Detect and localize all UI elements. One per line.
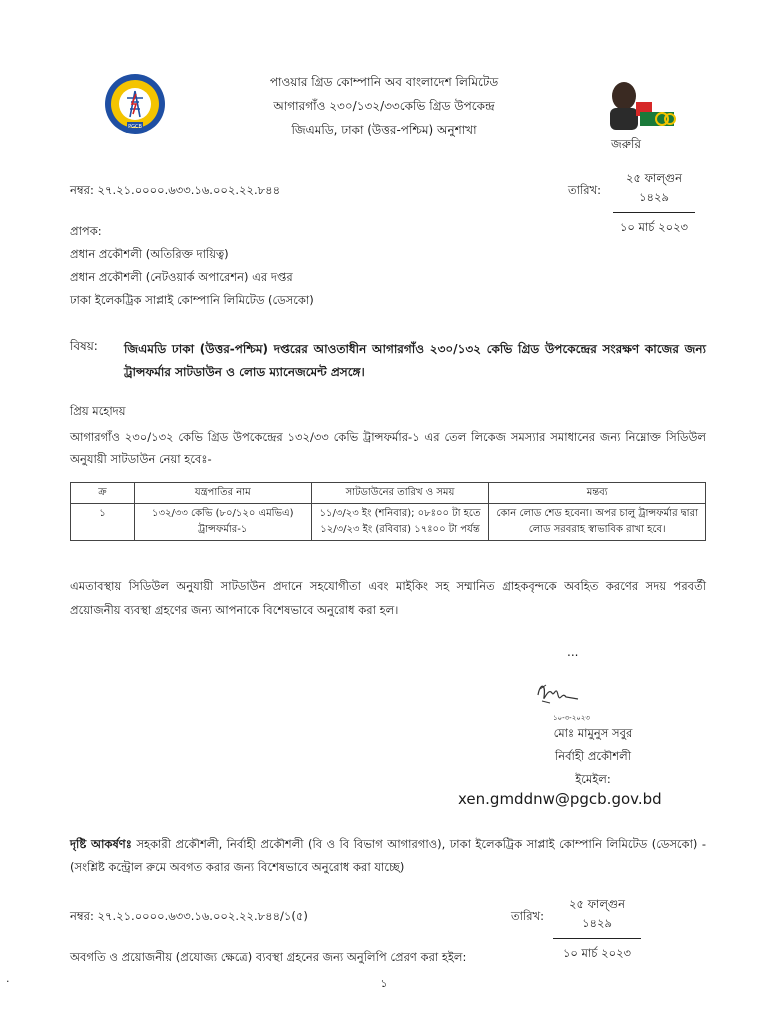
col-header-serial: ক্র [71,483,135,504]
shutdown-schedule-table [70,482,706,541]
signer-email: xen.gmddnw@pgcb.gov.bd [458,790,662,808]
table-header-row [71,483,706,504]
recipient-line-2: প্রধান প্রকৌশলী (নেটওয়ার্ক অপারেশন) এর দপ্তর [70,270,293,284]
memo-number: নম্বর: ২৭.২১.০০০০.৬৩৩.১৬.০০২.২২.৮৪৪ [70,183,281,197]
logo-text: PGCB [128,124,142,130]
recipient-line-3: ঢাকা ইলেকট্রিক সাপ্লাই কোম্পানি লিমিটেড (ডেসকো) [70,293,314,307]
memo-number-copy: নম্বর: ২৭.২১.০০০০.৬৩৩.১৬.০০২.২২.৮৪৪/১(৫) [70,909,308,923]
cell-serial: ১ [71,504,135,541]
signature-date: ১০-৩-২০২৩ [553,714,590,722]
org-name: পাওয়ার গ্রিড কোম্পানি অব বাংলাদেশ লিমিটেড [269,75,499,89]
substation-name: আগারগাঁও ২৩০/১৩২/৩৩কেভি গ্রিড উপকেন্দ্র [273,99,495,113]
page-number: ১ [380,977,388,990]
recipient-label: প্রাপক: [70,224,102,238]
email-label: ইমেইল: [575,772,611,786]
margin-mark: . [6,972,10,985]
cc-line: অবগতি ও প্রয়োজনীয় (প্রযোজ্য ক্ষেত্রে) ব্যবস্থা গ্রহনের জন্য অনুলিপি প্রেরণ করা হইল: [70,950,467,964]
attention-text: সহকারী প্রকৌশলী, নির্বাহী প্রকৌশলী (বি ও বি বিভাগ আগারগাও), ঢাকা ইলেকট্রিক সাপ্লাই কোম্পানি লিমিটেড (ডেসকো) -(সংশ্লিষ্ট কন্ট্রোল রুমে অবগত করার জন্য বিশেষভাবে অনুরোধ করা যাচ্ছে) [70,837,706,874]
signer-block [520,722,666,791]
subject-label: বিষয়: [70,339,98,353]
date-box-copy [553,896,641,964]
signer-designation: নির্বাহী প্রকৌশলী [554,749,632,763]
col-header-equipment: যন্ত্রপাতির নাম [134,483,311,504]
cell-remarks: কোন লোড শেড হবেনা। অপর চালু ট্রান্সফর্মার দ্বারা লোড সরবরাহ স্বাভাবিক রাখা হবে। [489,504,706,541]
table-row [71,504,706,541]
mujib-emblem-icon [596,74,678,134]
date-label-copy: তারিখ: [511,909,545,923]
attention-block [70,833,706,879]
date-bangla-copy: ২৫ ফাল্গুন ১৪২৯ [553,896,641,939]
date-box [613,170,695,238]
col-header-remarks: মন্তব্য [489,483,706,504]
division-name: জিএমডি, ঢাকা (উত্তর-পশ্চিম) অনুশাখা [291,123,477,137]
signer-name: মোঃ মামুনুস সবুর [553,726,633,740]
attention-label: দৃষ্টি আকর্ষণঃ [70,837,132,851]
date-label: তারিখ: [568,183,602,197]
subject-text: জিএমডি ঢাকা (উত্তর-পশ্চিম) দপ্তরের আওতাধীন আগারগাঁও ২৩০/১৩২ কেভি গ্রিড উপকেন্দ্রের সংরক্ষণ কাজের জন্য ট্রান্সফর্মার সাটডাউন ও লোড ম্যানেজমেন্ট প্রসঙ্গে। [124,342,706,379]
signature-image [532,673,592,713]
request-paragraph: এমতাবস্থায় সিডিউল অনুযায়ী সাটডাউন প্রদানে সহযোগীতা এবং মাইকিং সহ সম্মানিত গ্রাহকবৃন্দকে অবহিত করণের সদয় পরবর্তী প্রয়োজনীয় ব্যবস্থা গ্রহণের জন্য আপনাকে বিশেষভাবে অনুরোধ করা হল। [70,579,706,617]
date-english-copy: ১০ মার্চ ২০২৩ [562,946,632,960]
cell-schedule: ১১/৩/২৩ ইং (শনিবার); ০৮ঃ০০ টা হতে ১২/৩/২৩ ইং (রবিবার) ১৭ঃ০০ টা পর্যন্ত [311,504,489,541]
salutation: প্রিয় মহোদয় [70,404,126,418]
col-header-schedule: সাটডাউনের তারিখ ও সময় [311,483,489,504]
cell-equipment: ১৩২/৩৩ কেভি (৮০/১২০ এমভিএ) ট্রান্সফর্মার-১ [134,504,311,541]
intro-paragraph: আগারগাঁও ২৩০/১৩২ কেভি গ্রিড উপকেন্দ্রের ১৩২/৩৩ কেভি ট্রান্সফর্মার-১ এর তেল লিকেজ সমস্যার সমাধানের জন্য নিম্নোক্ত সিডিউল অনুযায়ী সাটডাউন নেয়া হবেঃ- [70,430,706,466]
urgent-label: জরুরি [611,137,641,151]
recipient-line-1: প্রধান প্রকৌশলী (অতিরিক্ত দায়িত্ব) [70,247,229,261]
date-bangla: ২৫ ফাল্গুন ১৪২৯ [613,170,695,213]
recipient-block [70,220,314,312]
date-english: ১০ মার্চ ২০২৩ [619,220,689,234]
ellipsis: ... [567,645,579,659]
